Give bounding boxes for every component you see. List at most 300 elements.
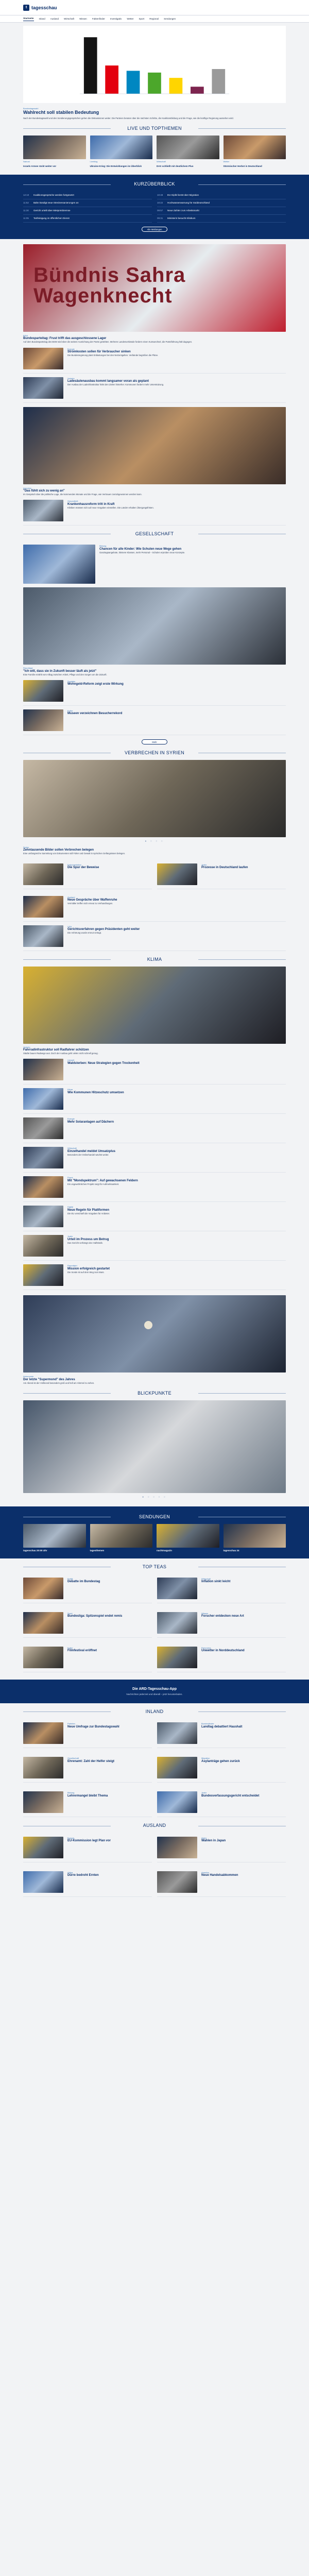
logo-icon[interactable]: t [23,5,29,11]
list-item[interactable] [23,1833,152,1862]
broadcast-card[interactable] [157,1524,219,1552]
list-item-text [67,863,152,885]
site-header [0,0,309,15]
lead-kicker: Bundestagswahl [23,107,39,110]
brief-item[interactable] [157,215,286,223]
list-item-title[interactable]: Unwetter in Norddeutschland [201,1649,245,1653]
live-card-kicker: Wetter [223,160,230,163]
story-text [67,925,286,947]
story-teaser: Kliniken müssen sich auf neue Vorgaben einstellen. Die Länder erhalten Übergangsfristen. [67,506,154,509]
list-item-image[interactable] [157,1791,197,1813]
story-image[interactable] [23,500,63,521]
story-image[interactable] [23,1264,63,1286]
list-item[interactable] [23,1868,152,1897]
nav-item[interactable]: Wissen [79,17,87,20]
list-item-title[interactable]: Filmfestival eröffnet [67,1649,97,1653]
story-teaser: Das Gericht verhängt eine Haftstrafe. [67,1241,104,1244]
story-text [67,1176,286,1198]
list-item[interactable] [23,1643,152,1672]
list-item-kicker: Migration [201,1757,210,1760]
climate-hero-image[interactable] [23,967,286,1044]
broadcast-image[interactable] [23,1524,86,1548]
climate-hero[interactable] [23,1046,286,1056]
list-item-text [67,1837,152,1858]
chart-bar [212,69,225,94]
story-kicker: Digital [67,1206,74,1209]
climate-hero-title[interactable]: Fahrradinfrastruktur soll Radfahrer schützen [23,1048,89,1052]
section-title-crime: VERBRECHEN IN SYRIEN [23,750,286,756]
brief-list-left [23,192,152,223]
list-item-kicker: Europa [67,1836,74,1839]
top-story-image[interactable] [23,244,286,332]
live-card-title[interactable]: Ukraine-Krieg: Die Entwicklungen im Überblick [90,164,142,167]
feature-headline[interactable]: "Das fühlt sich zu wenig an" [23,489,65,493]
list-item-title[interactable]: Die Spur der Beweise [67,866,99,869]
live-card-image[interactable] [224,135,286,159]
site-logo[interactable]: tagesschau [31,5,57,10]
story-text [67,1264,286,1286]
story-teaser: Der Ausbau der Ladeinfrastruktur hinkt den Zielen hinterher. Kommunen fordern mehr Unterstützung. [67,383,164,386]
story-image[interactable] [23,1176,63,1198]
list-item-title[interactable]: Bundesliga: Spitzenspiel endet remis [67,1615,123,1618]
story-row[interactable] [23,374,286,403]
story-row[interactable] [23,706,286,735]
list-item-image[interactable] [157,1722,197,1744]
live-card[interactable] [90,135,153,167]
nav-item[interactable]: Regional [149,17,159,20]
story-image[interactable] [23,1147,63,1168]
chart-bar [105,65,118,94]
broadcast-title[interactable]: nachtmagazin [157,1549,173,1552]
list-item-text [67,1791,152,1813]
list-item-image[interactable] [23,863,63,885]
list-item-title[interactable]: Bundesverfassungsgericht entscheidet [201,1794,260,1798]
story-title[interactable]: Neue Gespräche über Waffenruhe [67,898,117,902]
list-item-title[interactable]: Inflation sinkt leicht [201,1580,231,1584]
list-item-image[interactable] [23,1791,63,1813]
list-item-title[interactable]: Dürre bedroht Ernten [67,1874,99,1877]
story-text [67,500,286,521]
climate-list [23,1055,286,1143]
app-promo[interactable] [0,1680,309,1704]
brief-text[interactable]: Tarifeinigung im öffentlichen Dienst [33,216,70,219]
story-list-4 [23,1143,286,1290]
brief-more-button[interactable]: Alle Meldungen [142,227,167,232]
story-list-3 [23,892,286,951]
broadcast-title[interactable]: tagesschau 24 [223,1549,239,1552]
story-image[interactable] [23,925,63,947]
live-card-title[interactable]: Israels Armee rückt weiter vor [23,164,57,167]
nav-item[interactable]: Ausland [50,17,59,20]
section-title-brief: KURZÜBERBLICK [23,181,286,187]
list-item[interactable] [157,1643,286,1672]
society-feature-teaser: Eine Familie erzählt vom Alltag zwischen Arbeit, Pflege und den Sorgen um die Zukunft. [23,673,107,676]
society-hero-title[interactable]: Chancen für alle Kinder: Wie Schulen neue Wege gehen [99,547,182,551]
brief-text[interactable]: Bahn kündigt neue Streckensanierungen an [33,201,79,204]
list-item[interactable] [23,860,152,889]
brief-time: 11:30 [23,209,29,212]
story-row[interactable] [23,1114,286,1143]
brief-time: 11:52 [23,201,29,204]
crime-hero[interactable] [23,846,286,856]
list-item-image[interactable] [23,1837,63,1858]
nav-item[interactable]: Startseite [23,17,34,21]
list-item-title[interactable]: Prozesse in Deutschland laufen [201,866,248,869]
list-item-image[interactable] [23,1647,63,1668]
story-row[interactable] [23,892,286,922]
story-kicker: Wirtschaft [67,1147,77,1150]
brief-text[interactable]: Koalitionsgespräche werden fortgesetzt [33,193,74,196]
story-kicker: Verkehr [67,377,75,380]
section-title-live: LIVE UND TOPTHEMEN [23,125,286,131]
story-text [67,377,286,399]
story-title[interactable]: Mehr Solaranlagen auf Dächern [67,1120,114,1124]
nav-item[interactable]: Sendungen [164,17,176,20]
story-title[interactable]: Waldsterben: Neue Strategien gegen Trockenheit [67,1061,140,1065]
story-row[interactable] [23,1231,286,1261]
list-item-text [201,1871,286,1893]
top-story-teaser: Auf dem Bundesparteitag des BSW wird über die weitere Ausrichtung der Partei gestritten. Mehrere Landesverbände fordern einen Kurswechsel, die Parteiführung hält dagegen. [23,341,193,344]
blick-pager[interactable]: ● ○ ○ ○ ○ [142,1496,167,1499]
section-title-climate: KLIMA [23,956,286,962]
story-image[interactable] [23,1206,63,1227]
list-item-text [201,1647,286,1668]
list-item[interactable] [157,1574,286,1603]
live-card[interactable] [224,135,286,167]
list-item[interactable] [157,1868,286,1897]
list-item-image[interactable] [157,1647,197,1668]
story-title[interactable]: Wie Kommunen Hitzeschutz umsetzen [67,1091,124,1094]
topteaser-list [23,1574,286,1672]
live-card-image[interactable] [23,135,86,159]
live-card[interactable] [23,135,86,167]
top-story[interactable] [23,244,286,344]
society-feature-kicker: Reportage [23,667,33,670]
story-title[interactable]: Mit "Mondspektrum": Auf gewachsenen Feldern [67,1179,138,1182]
story-teaser: Die Sonde ist auf dem Weg zum Mars. [67,1270,105,1274]
story-title[interactable]: Einzelhandel meldet Umsatzplus [67,1149,116,1153]
brief-text[interactable]: EU-Gipfel berät über Migration [167,193,199,196]
story-kicker: USA [67,925,72,928]
list-item-kicker: Politik [67,1577,73,1580]
banner-text: Bündnis Sahra Wagenknecht [33,263,186,307]
list-item-text [201,863,286,885]
list-item-image[interactable] [157,1871,197,1893]
story-title[interactable]: Ladesäulenausbau kommt langsamer voran als geplant [67,379,149,383]
story-image[interactable] [23,896,63,918]
story-image[interactable] [23,1059,63,1080]
brief-section [0,175,309,239]
broadcasts-section [0,1506,309,1558]
story-kicker: Klima [67,1088,73,1091]
list-item-text [201,1791,286,1813]
list-item-title[interactable]: Forscher entdecken neue Art [201,1615,244,1618]
list-item[interactable] [157,1608,286,1638]
main-nav [0,15,309,23]
story-text [67,348,286,369]
story-row[interactable] [23,922,286,951]
list-item[interactable] [23,1753,152,1783]
election-chart [23,26,286,103]
list-item-title[interactable]: Asylanträge gehen zurück [201,1759,240,1763]
story-kicker: Energie [67,347,75,350]
list-item-title[interactable]: Neue Handelsabkommen [201,1874,238,1877]
section-title-blick: BLICKPUNKTE [23,1390,286,1396]
story-kicker: Promi [67,1176,73,1179]
crime-hero-image[interactable] [23,760,286,837]
list-item-kicker: Bildung [67,1791,75,1794]
list-item-image[interactable] [157,1612,197,1634]
story-list-2 [23,496,286,526]
brief-item[interactable] [157,192,286,199]
list-item-title[interactable]: Debatte im Bundestag [67,1580,100,1584]
blick-image[interactable] [23,1400,286,1493]
list-item-text [201,1837,286,1858]
list-item-image[interactable] [23,1757,63,1778]
brief-text[interactable]: Hochwasserwarnung für Süddeutschland [167,201,210,204]
moon-headline[interactable]: Der letzte "Supermond" des Jahres [23,1378,75,1381]
brief-time: 10:22 [157,201,163,204]
story-text [67,1235,286,1257]
nav-item[interactable]: Investigativ [110,17,122,20]
list-item-kicker: Justiz [201,863,207,866]
broadcast-image[interactable] [90,1524,153,1548]
brief-time: 10:48 [157,193,163,196]
list-item-kicker: Dokumentation [67,863,81,866]
list-item-image[interactable] [23,1612,63,1634]
society-hero-teaser: Ganztagsangebote, kleinere Klassen, mehr Personal – Schulen erproben neue Konzepte. [99,551,185,554]
story-row[interactable] [23,676,286,706]
list-item-title[interactable]: Wahlen in Japan [201,1839,226,1842]
list-item[interactable] [23,1719,152,1748]
society-feature-title[interactable]: "Ich will, dass sie in Zukunft besser läuft als jetzt" [23,669,97,673]
feature-kicker: Interview [23,486,32,489]
ausland-list [23,1833,286,1897]
story-title[interactable]: Stromkosten sollen für Verbraucher sinken [67,350,131,353]
live-cards [23,135,286,167]
brief-text[interactable]: Gericht urteilt über Mietpreisbremse [33,209,71,212]
section-title-ausland: AUSLAND [23,1822,286,1828]
list-item-image[interactable] [23,1871,63,1893]
story-kicker: Kultur [67,709,73,712]
society-hero[interactable] [23,541,286,587]
story-text [67,1206,286,1227]
story-kicker: Raumfahrt [67,1264,77,1267]
section-title-broadcasts: SENDUNGEN [23,1514,286,1520]
lead-story[interactable] [23,107,286,120]
brief-item[interactable] [157,199,286,207]
moon-story[interactable] [23,1295,286,1385]
list-item-text [67,1578,152,1599]
story-teaser: Ein ungewöhnliches Projekt sorgt für Aufmerksamkeit. [67,1182,119,1185]
list-item-kicker: Wissen [201,1612,209,1615]
list-item-image[interactable] [157,1837,197,1858]
moon-image[interactable] [23,1295,286,1372]
section-title-topteaser: TOP TEAS [23,1564,286,1570]
crime-hero-kicker: Syrien [23,845,29,849]
list-item[interactable] [157,1719,286,1748]
top-story-headline[interactable]: Bundesparteitag: Frust trifft das ausgeschlossene Lager [23,337,107,341]
live-card-image[interactable] [90,135,153,159]
list-item-kicker: Wirtschaft [201,1577,211,1580]
story-text [67,896,286,918]
story-row[interactable] [23,1202,286,1231]
brief-item[interactable] [23,199,152,207]
list-item-title[interactable]: Lehrermangel bleibt Thema [67,1794,108,1798]
story-text [67,1088,286,1110]
feature-image[interactable] [23,407,286,484]
list-item-image[interactable] [23,1578,63,1599]
list-item[interactable] [157,860,286,889]
story-title[interactable]: Urteil im Prozess um Betrug [67,1238,109,1241]
story-row[interactable] [23,1143,286,1173]
feature-story[interactable] [23,407,286,497]
story-row[interactable] [23,1055,286,1084]
brief-time: 09:31 [157,216,163,219]
live-card-title[interactable]: DAX schließt mit deutlichem Plus [157,164,194,167]
list-item-kicker: Bundesländer [201,1722,214,1725]
story-text [67,709,286,731]
list-item-text [201,1578,286,1599]
list-item-kicker: Asien [201,1836,207,1839]
broadcast-image[interactable] [157,1524,219,1548]
story-image[interactable] [23,348,63,369]
story-title[interactable]: Neue Regeln für Plattformen [67,1208,110,1212]
story-image[interactable] [23,1235,63,1257]
nav-item[interactable]: Wetter [127,17,134,20]
story-row[interactable] [23,1084,286,1114]
list-item-kicker: Gesellschaft [67,1757,79,1760]
list-item-title[interactable]: Neue Umfrage zur Bundestagswahl [67,1725,119,1728]
moon-shape [144,1321,152,1329]
society-hero-image[interactable] [23,545,95,584]
list-item-image[interactable] [157,863,197,885]
story-text [67,680,286,702]
list-item-kicker: Amerika [201,1871,209,1874]
top-story-kicker: BSW [23,334,28,337]
brief-item[interactable] [157,207,286,215]
moon-kicker: Astronomie [23,1375,34,1378]
live-card-image[interactable] [157,135,219,159]
story-row[interactable] [23,496,286,526]
story-title[interactable]: Mission erfolgreich gestartet [67,1267,110,1270]
story-image[interactable] [23,377,63,399]
story-text [67,1147,286,1168]
list-item-kicker: Kultur [67,1646,73,1649]
nav-item[interactable]: Inland [39,17,45,20]
crime-pager[interactable]: ● ○ ○ ○ [145,840,164,843]
story-title[interactable]: Gerichtsverfahren gegen Präsidenten geht weiter [67,927,140,931]
broadcast-cards [23,1524,286,1552]
story-teaser: Die EU verschärft die Vorgaben für Anbieter. [67,1212,110,1215]
story-kicker: Soziales [67,680,76,683]
story-title[interactable]: Wohngeld-Reform zeigt erste Wirkung [67,683,124,686]
society-feature-image[interactable] [23,587,286,665]
brief-item[interactable] [23,192,152,199]
society-feature[interactable] [23,667,286,676]
list-item-text [67,1871,152,1893]
story-image[interactable] [23,1088,63,1110]
lead-teaser: Nach der Bundestagswahl und den Sondierungsgesprächen gehen die Diskussionen weiter. Die Parteien beraten über die nächsten Schritte, die Koalitionsbildung und die Frage, wie die künftige Regierung aussehen wird. [23,117,234,120]
chart-bar [169,78,183,94]
list-item-text [201,1612,286,1634]
list-item[interactable] [23,1608,152,1638]
broadcast-title[interactable]: tagesthemen [90,1549,105,1552]
lead-headline[interactable]: Wahlrecht soll stabilen Bedeutung [23,110,99,115]
brief-time: 11:05 [23,216,29,219]
live-card-kicker: Nahost [23,160,30,163]
nav-item[interactable]: Wirtschaft [64,17,75,20]
broadcast-card[interactable] [224,1524,286,1552]
list-item[interactable] [23,1788,152,1817]
nav-item[interactable]: Sport [139,17,145,20]
list-item[interactable] [157,1788,286,1817]
promo-title: Die ARD-Tagesschau-App [132,1687,177,1691]
list-item[interactable] [157,1753,286,1783]
section-title-society: GESELLSCHAFT [23,531,286,537]
broadcast-image[interactable] [224,1524,286,1548]
story-image[interactable] [23,1117,63,1139]
list-item-text [67,1647,152,1668]
list-item-image[interactable] [157,1757,197,1778]
broadcast-card[interactable] [90,1524,153,1552]
nav-item[interactable]: Faktenfinder [92,17,105,20]
list-item-title[interactable]: EU-Kommission legt Plan vor [67,1839,111,1842]
crime-hero-title[interactable]: Zehntausende Bilder sollen Verbrechen belegen [23,849,94,852]
story-image[interactable] [23,680,63,702]
story-row[interactable] [23,344,286,374]
list-item-image[interactable] [23,1722,63,1744]
live-card[interactable] [157,135,219,167]
brief-text[interactable]: Ministerin besucht Klinikum [167,216,196,219]
list-item-title[interactable]: Ehrenamt: Zahl der Helfer steigt [67,1759,115,1763]
list-item-kicker: Panorama [201,1646,211,1649]
live-card-kicker: Liveblog [90,160,98,163]
brief-item[interactable] [23,215,152,223]
crime-list [23,860,286,889]
brief-text[interactable]: Neue Zahlen zum Arbeitsmarkt [167,209,199,212]
chart-bar [84,37,97,94]
list-item-image[interactable] [157,1578,197,1599]
list-item[interactable] [157,1833,286,1862]
society-more-button[interactable]: Mehr [142,739,167,744]
list-item[interactable] [23,1574,152,1603]
brief-time: 12:10 [23,193,29,196]
story-row[interactable] [23,1173,286,1202]
list-item-text [67,1757,152,1778]
story-image[interactable] [23,709,63,731]
broadcast-card[interactable] [23,1524,86,1552]
story-title[interactable]: Krankenhausreform tritt in Kraft [67,502,115,506]
inland-list [23,1719,286,1817]
list-item-title[interactable]: Landtag debattiert Haushalt [201,1725,243,1728]
story-kicker: Justiz [67,1235,73,1238]
list-item-text [201,1722,286,1744]
brief-item[interactable] [23,207,152,215]
feature-teaser: Im Gespräch über die politische Lage, die kommenden Monate und die Frage, wie Vertrauen zurückgewonnen werden kann. [23,493,142,496]
live-card-title[interactable]: Stürmischer Herbst in Deutschland [223,164,262,167]
list-item-kicker: Afrika [67,1871,73,1874]
list-item-text [67,1722,152,1744]
broadcast-title[interactable]: tagesschau 20:00 Uhr [23,1549,47,1552]
story-text [67,1117,286,1139]
crime-hero-teaser: Eine umfangreiche Sammlung von Dokumenten soll Folter und Gewalt in syrischen Gefängnissen belegen. [23,852,126,855]
story-title[interactable]: Museen verzeichnen Besucherrekord [67,712,123,716]
chart-bar [148,73,161,94]
promo-text: Nachrichten jederzeit und überall – jetzt herunterladen. [126,1693,183,1696]
chart-bar [191,87,204,94]
story-row[interactable] [23,1261,286,1290]
